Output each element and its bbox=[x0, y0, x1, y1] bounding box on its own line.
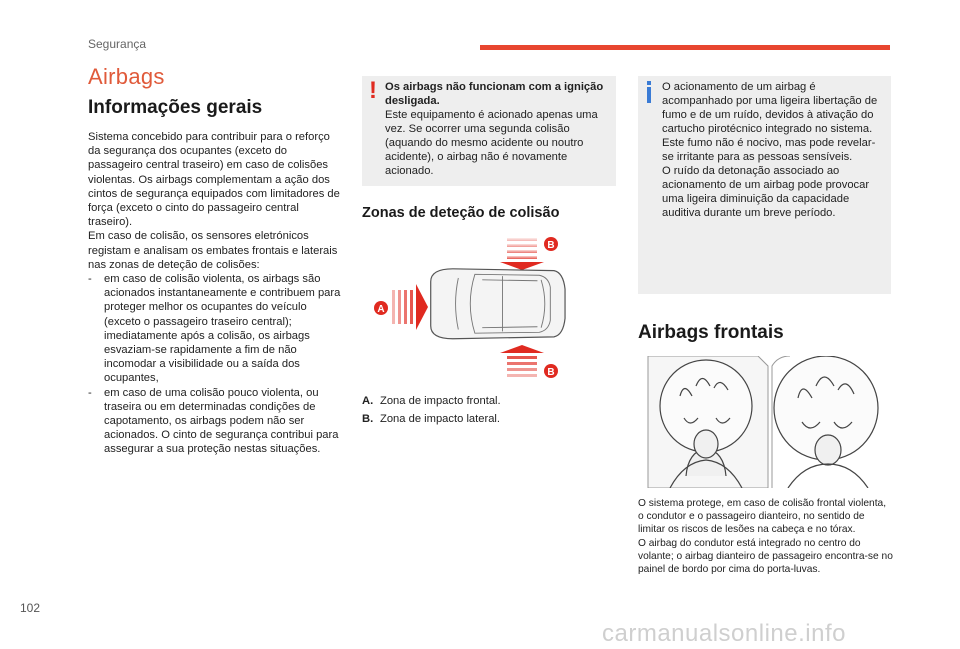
header-accent-bar bbox=[480, 45, 890, 50]
general-info-body bbox=[88, 130, 344, 457]
detection-heading: Zonas de deteção de colisão bbox=[362, 205, 560, 221]
watermark: carmanualsonline.info bbox=[602, 620, 846, 647]
legend-item-b: B. Zona de impacto lateral. bbox=[362, 413, 501, 425]
warning-body: Este equipamento é acionado apenas uma vez. Se ocorrer uma segunda colisão (aquando do mesmo acidente ou noutro acidente), o airbag não é novamente acionado. bbox=[385, 109, 598, 177]
info-text: O acionamento de um airbag é acompanhado por uma ligeira libertação de fumo e de um ruído, devidos à ativação do cartucho pirotécnico integrado no sistema. Este fumo não é nocivo, mas pode revelar-se irritante para as pessoas sensíveis. O ruído da detonação associado ao acionamento de um airbag pode provocar uma ligeira diminuição da capacidade auditiva durante um breve período. bbox=[662, 81, 878, 219]
collision-list bbox=[88, 272, 344, 457]
info-icon bbox=[642, 81, 656, 103]
warning-text bbox=[385, 80, 611, 178]
side-impact-zone-bottom bbox=[500, 345, 544, 377]
exclamation-icon: ! bbox=[369, 77, 377, 104]
frontal-airbags-heading: Airbags frontais bbox=[638, 322, 784, 343]
label-b-bottom bbox=[544, 364, 558, 378]
general-paragraph-1: Sistema concebido para contribuir para o reforço da segurança dos ocupantes (exceto do passageiro central traseiro) em caso de colisões violentas. Os airbags complementam a ação dos cintos de segurança equipados com limitadores de força (exceto o cinto do passageiro central traseiro). bbox=[88, 131, 340, 229]
legend-item-a: A. Zona de impacto frontal. bbox=[362, 395, 501, 407]
list-item: - em caso de colisão violenta, os airbags são acionados instantaneamente e contribuem para proteger melhor os ocupantes do veículo (exceto o passageiro traseiro central); imediatamente após a colisão, os airbags esvaziam-se rapidamente a fim de não incomodar a visibilidade ou a saída dos ocupantes, bbox=[88, 273, 341, 385]
frontal-airbags-caption bbox=[638, 497, 894, 576]
general-paragraph-2: Em caso de colisão, os sensores eletrónicos registam e analisam os embates frontais e laterais nas zonas de deteção de colisões: bbox=[88, 230, 338, 271]
svg-text:B: B bbox=[547, 240, 555, 251]
svg-text:B: B bbox=[547, 367, 555, 378]
section-label: Segurança bbox=[88, 37, 147, 51]
caption-paragraph-1: O sistema protege, em caso de colisão frontal violenta, o condutor e o passageiro dianteiro, no sentido de limitar os riscos de lesões na cabeça e no tórax. bbox=[638, 498, 887, 536]
car-detection-diagram bbox=[370, 232, 570, 384]
svg-text:A: A bbox=[377, 304, 385, 315]
caption-paragraph-2: O airbag do condutor está integrado no centro do volante; o airbag dianteiro de passageiro encontra-se no painel de bordo por cima do porta-luvas. bbox=[638, 537, 893, 576]
side-impact-zone-top bbox=[500, 238, 544, 270]
warning-bold: Os airbags não funcionam com a ignição desligada. bbox=[385, 81, 604, 107]
general-info-heading: Informações gerais bbox=[88, 97, 263, 118]
label-a bbox=[374, 301, 388, 315]
page-number: 102 bbox=[20, 601, 41, 615]
label-b-top bbox=[544, 237, 558, 251]
frontal-airbags-illustration bbox=[640, 356, 890, 488]
page-title: Airbags bbox=[88, 64, 165, 89]
list-item: - em caso de uma colisão pouco violenta, ou traseira ou em determinadas condições de capotamento, os airbags podem não ser acionados. O cinto de segurança contribui para assegurar a sua proteção nestas situações. bbox=[88, 386, 339, 456]
front-impact-zone bbox=[392, 284, 428, 330]
